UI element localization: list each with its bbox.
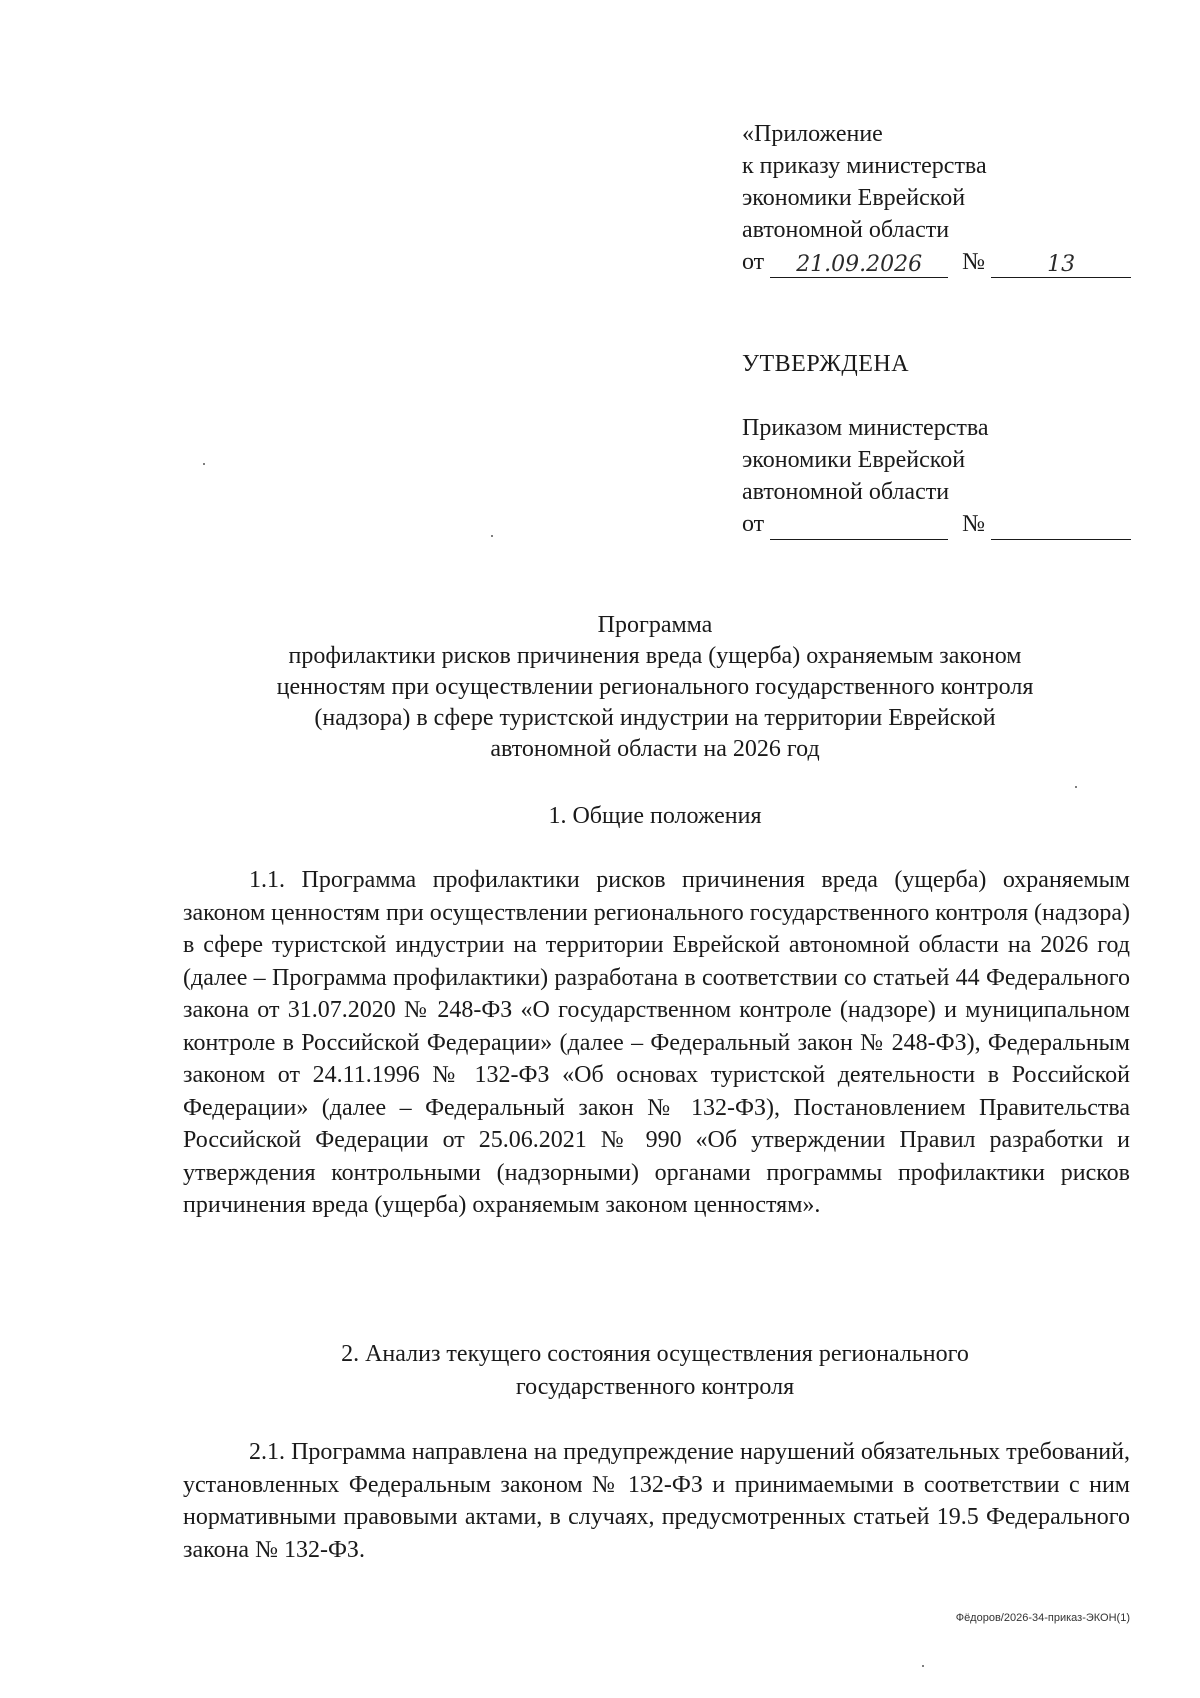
section-2-heading-line-1: 2. Анализ текущего состояния осуществления регионального [341, 1341, 969, 1367]
approved-by-block [742, 412, 1142, 540]
section-1-heading: 1. Общие положения [548, 803, 762, 829]
program-title-block [170, 610, 1140, 765]
approved-date-blank [770, 511, 948, 540]
scan-speck [491, 535, 493, 537]
section-2-paragraph-1: 2.1. Программа направлена на предупреждение нарушений обязательных требований, установленных Федеральным законом № 132-ФЗ и принимаемыми в соответствии с ним нормативными правовыми актами, в случаях, предусмотренных статьей 19.5 Федерального закона № 132-ФЗ. [183, 1439, 1130, 1563]
scan-speck [1075, 786, 1077, 788]
appendix-line-3: экономики Еврейской [742, 185, 966, 211]
scan-speck [922, 1665, 924, 1667]
appendix-date-line [742, 246, 1142, 278]
approved-line-3: автономной области [742, 479, 950, 505]
footer-reference: Фёдоров/2026-34-приказ-ЭКОН(1) [955, 1612, 1130, 1624]
approved-label: УТВЕРЖДЕНА [742, 351, 910, 377]
appendix-line-2: к приказу министерства [742, 153, 987, 179]
appendix-line-4: автономной области [742, 217, 950, 243]
program-subtitle-line-4: автономной области на 2026 год [490, 736, 820, 762]
section-2-heading-line-2: государственного контроля [515, 1374, 795, 1400]
program-title: Программа [597, 612, 713, 638]
appendix-block [742, 118, 1142, 278]
appendix-date-prefix: от [742, 249, 765, 275]
appendix-date-value: 21.09.2026 [770, 249, 948, 278]
program-subtitle-line-3: (надзора) в сфере туристской индустрии на территории Еврейской [314, 705, 996, 731]
approved-date-prefix: от [742, 511, 765, 537]
section-1-paragraph-1: 1.1. Программа профилактики рисков причинения вреда (ущерба) охраняемым законом ценностям при осуществлении регионального государственного контроля (надзора) в сфере туристской индустрии на территории Еврейской автономной области на 2026 год (далее – Программа профилактики) разработана в соответствии со статьей 44 Федерального закона от 31.07.2020 № 248-ФЗ «О государственном контроле (надзоре) и муниципальном контроле в Российской Федерации» (далее – Федеральный закон № 248-ФЗ), Федеральным законом от 24.11.1996 № 132-ФЗ «Об основах туристской деятельности в Российской Федерации» (далее – Федеральный закон № 132-ФЗ), Постановлением Правительства Российской Федерации от 25.06.2021 № 990 «Об утверждении Правил разработки и утверждения контрольными (надзорными) органами программы профилактики рисков причинения вреда (ущерба) охраняемым законом ценностям». [183, 867, 1130, 1218]
approved-number-sign: № [962, 511, 986, 537]
program-subtitle-line-2: ценностям при осуществлении регионального государственного контроля [276, 674, 1034, 700]
appendix-line-1: «Приложение [742, 121, 883, 147]
program-subtitle-line-1: профилактики рисков причинения вреда (ущерба) охраняемым законом [288, 643, 1022, 669]
scan-speck [203, 463, 205, 465]
approved-date-line [742, 508, 1142, 540]
approved-line-1: Приказом министерства [742, 415, 989, 441]
section-2-heading [170, 1338, 1140, 1404]
appendix-number-value: 13 [991, 249, 1131, 278]
approved-line-2: экономики Еврейской [742, 447, 966, 473]
approved-number-blank [991, 511, 1131, 540]
appendix-number-sign: № [962, 249, 986, 275]
